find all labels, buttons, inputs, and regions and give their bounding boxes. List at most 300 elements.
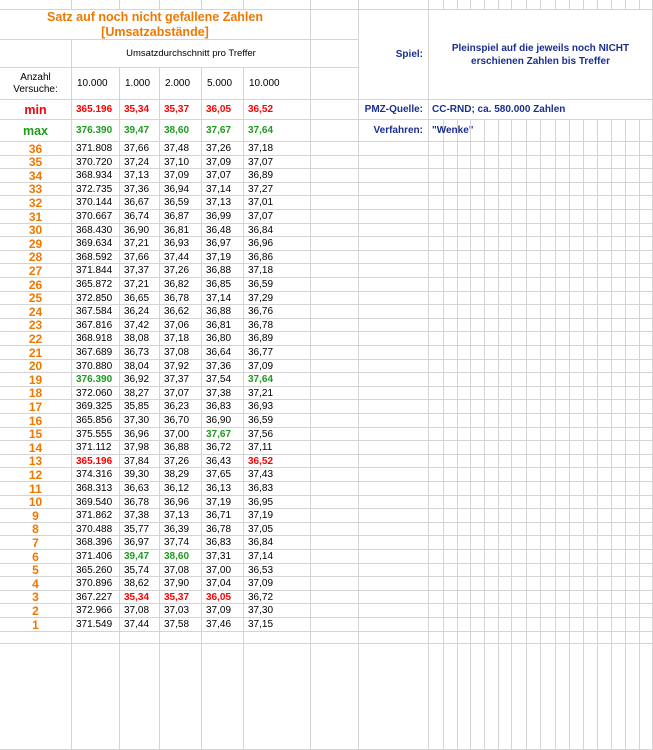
cell[interactable] [444, 142, 458, 156]
cell[interactable] [598, 183, 612, 196]
cell[interactable] [556, 169, 570, 183]
cell[interactable] [527, 224, 541, 237]
cell[interactable] [584, 414, 598, 428]
cell[interactable] [541, 346, 556, 360]
cell[interactable] [311, 10, 359, 40]
cell[interactable] [612, 305, 626, 319]
cell[interactable] [359, 387, 429, 400]
cell[interactable] [444, 305, 458, 319]
cell[interactable] [640, 644, 653, 750]
cell[interactable] [570, 400, 584, 414]
cell[interactable] [499, 644, 512, 750]
cell[interactable] [584, 387, 598, 400]
cell[interactable] [444, 414, 458, 428]
cell[interactable] [359, 278, 429, 292]
table-cell[interactable]: 36,64 [202, 346, 244, 360]
cell[interactable] [570, 428, 584, 441]
cell[interactable] [612, 428, 626, 441]
cell[interactable] [512, 496, 527, 509]
cell[interactable] [584, 644, 598, 750]
cell[interactable] [612, 400, 626, 414]
row-number[interactable]: 8 [0, 523, 72, 536]
cell[interactable] [512, 482, 527, 496]
cell[interactable] [444, 400, 458, 414]
cell[interactable] [458, 156, 471, 169]
cell[interactable] [512, 455, 527, 468]
cell[interactable] [570, 237, 584, 251]
cell[interactable] [584, 210, 598, 224]
table-cell[interactable]: 37,36 [120, 183, 160, 196]
cell[interactable] [471, 251, 485, 264]
cell[interactable] [626, 591, 640, 604]
cell[interactable] [512, 278, 527, 292]
cell[interactable] [584, 536, 598, 550]
cell[interactable] [359, 373, 429, 387]
cell[interactable] [485, 604, 499, 618]
cell[interactable] [444, 373, 458, 387]
table-cell[interactable]: 36,92 [120, 373, 160, 387]
cell[interactable] [570, 210, 584, 224]
cell[interactable] [626, 319, 640, 332]
cell[interactable] [556, 496, 570, 509]
cell[interactable] [429, 604, 444, 618]
cell[interactable] [584, 455, 598, 468]
table-cell[interactable]: 36,90 [202, 414, 244, 428]
cell[interactable] [640, 468, 653, 482]
table-cell[interactable]: 375.555 [72, 428, 120, 441]
cell[interactable] [485, 169, 499, 183]
cell[interactable] [541, 305, 556, 319]
table-cell[interactable]: 36,95 [244, 496, 311, 509]
cell[interactable] [584, 577, 598, 591]
cell[interactable] [458, 455, 471, 468]
cell[interactable] [626, 387, 640, 400]
cell[interactable] [640, 142, 653, 156]
row-number[interactable]: 10 [0, 496, 72, 509]
cell[interactable] [444, 482, 458, 496]
table-cell[interactable]: 37,26 [160, 264, 202, 278]
table-cell[interactable]: 36,81 [202, 319, 244, 332]
cell[interactable] [598, 278, 612, 292]
cell[interactable] [429, 550, 444, 564]
table-cell[interactable]: 37,03 [160, 604, 202, 618]
cell[interactable] [458, 237, 471, 251]
cell[interactable] [485, 237, 499, 251]
table-cell[interactable]: 37,64 [244, 373, 311, 387]
cell[interactable] [598, 360, 612, 373]
table-cell[interactable]: 365.872 [72, 278, 120, 292]
cell[interactable] [458, 564, 471, 577]
cell[interactable] [556, 346, 570, 360]
table-cell[interactable]: 37,38 [202, 387, 244, 400]
row-number[interactable]: 31 [0, 210, 72, 224]
cell[interactable] [570, 496, 584, 509]
cell[interactable] [570, 332, 584, 346]
cell[interactable] [458, 400, 471, 414]
cell[interactable] [584, 169, 598, 183]
cell[interactable] [598, 536, 612, 550]
cell[interactable] [541, 120, 556, 142]
cell[interactable] [612, 264, 626, 278]
table-cell[interactable]: 38,60 [160, 550, 202, 564]
cell[interactable] [202, 632, 244, 644]
table-cell[interactable]: 37,14 [202, 183, 244, 196]
table-cell[interactable]: 367.816 [72, 319, 120, 332]
cell[interactable] [584, 482, 598, 496]
cell[interactable] [626, 120, 640, 142]
cell[interactable] [612, 468, 626, 482]
cell[interactable] [458, 496, 471, 509]
cell[interactable] [458, 332, 471, 346]
table-cell[interactable]: 36,88 [202, 305, 244, 319]
cell[interactable] [471, 441, 485, 455]
cell[interactable] [512, 156, 527, 169]
cell[interactable] [359, 591, 429, 604]
cell[interactable] [512, 264, 527, 278]
cell[interactable] [626, 644, 640, 750]
cell[interactable] [471, 468, 485, 482]
max-value[interactable]: 38,60 [160, 120, 202, 142]
cell[interactable] [556, 414, 570, 428]
cell[interactable] [612, 509, 626, 523]
cell[interactable] [311, 618, 359, 632]
cell[interactable] [570, 224, 584, 237]
row-number[interactable]: 30 [0, 224, 72, 237]
cell[interactable] [640, 441, 653, 455]
subheader-label[interactable]: Umsatzdurchschnitt pro Treffer [72, 40, 311, 68]
cell[interactable] [556, 564, 570, 577]
cell[interactable] [359, 210, 429, 224]
table-cell[interactable]: 367.227 [72, 591, 120, 604]
cell[interactable] [598, 319, 612, 332]
table-cell[interactable]: 367.689 [72, 346, 120, 360]
cell[interactable] [485, 278, 499, 292]
cell[interactable] [311, 564, 359, 577]
table-cell[interactable]: 37,30 [120, 414, 160, 428]
cell[interactable] [584, 400, 598, 414]
table-cell[interactable]: 37,44 [160, 251, 202, 264]
cell[interactable] [541, 564, 556, 577]
cell[interactable] [527, 591, 541, 604]
cell[interactable] [444, 319, 458, 332]
cell[interactable] [359, 644, 429, 750]
column-header-cell[interactable] [359, 0, 429, 10]
cell[interactable] [429, 373, 444, 387]
table-cell[interactable]: 37,21 [244, 387, 311, 400]
cell[interactable] [444, 196, 458, 210]
cell[interactable] [640, 278, 653, 292]
cell[interactable] [311, 251, 359, 264]
cell[interactable] [640, 618, 653, 632]
table-cell[interactable]: 36,83 [202, 536, 244, 550]
table-cell[interactable]: 36,67 [120, 196, 160, 210]
cell[interactable] [556, 120, 570, 142]
cell[interactable] [429, 632, 444, 644]
min-value[interactable]: 36,52 [244, 100, 311, 120]
column-header-cell[interactable] [584, 0, 598, 10]
cell[interactable] [499, 251, 512, 264]
table-cell[interactable]: 37,01 [244, 196, 311, 210]
cell[interactable] [556, 550, 570, 564]
cell[interactable] [471, 536, 485, 550]
cell[interactable] [429, 319, 444, 332]
table-cell[interactable]: 36,94 [160, 183, 202, 196]
column-header-cell[interactable] [556, 0, 570, 10]
cell[interactable] [444, 360, 458, 373]
cell[interactable] [429, 210, 444, 224]
table-cell[interactable]: 37,11 [244, 441, 311, 455]
cell[interactable] [527, 142, 541, 156]
cell[interactable] [527, 644, 541, 750]
cell[interactable] [527, 251, 541, 264]
max-value[interactable]: 376.390 [72, 120, 120, 142]
cell[interactable] [626, 196, 640, 210]
cell[interactable] [499, 292, 512, 305]
cell[interactable] [311, 577, 359, 591]
cell[interactable] [626, 564, 640, 577]
cell[interactable] [458, 183, 471, 196]
cell[interactable] [598, 156, 612, 169]
cell[interactable] [584, 264, 598, 278]
cell[interactable] [626, 482, 640, 496]
cell[interactable] [311, 169, 359, 183]
max-label[interactable]: max [0, 120, 72, 142]
cell[interactable] [429, 428, 444, 441]
table-cell[interactable]: 38,27 [120, 387, 160, 400]
cell[interactable] [471, 360, 485, 373]
cell[interactable] [359, 400, 429, 414]
cell[interactable] [311, 332, 359, 346]
cell[interactable] [541, 523, 556, 536]
cell[interactable] [556, 319, 570, 332]
cell[interactable] [640, 373, 653, 387]
table-cell[interactable]: 36,82 [160, 278, 202, 292]
table-cell[interactable]: 37,37 [160, 373, 202, 387]
max-value[interactable]: 39,47 [120, 120, 160, 142]
cell[interactable] [556, 156, 570, 169]
cell[interactable] [485, 455, 499, 468]
cell[interactable] [311, 509, 359, 523]
cell[interactable] [485, 468, 499, 482]
table-cell[interactable]: 37,09 [202, 156, 244, 169]
cell[interactable] [429, 264, 444, 278]
cell[interactable] [485, 142, 499, 156]
cell[interactable] [359, 441, 429, 455]
cell[interactable] [598, 373, 612, 387]
cell[interactable] [359, 360, 429, 373]
cell[interactable] [485, 224, 499, 237]
cell[interactable] [541, 618, 556, 632]
cell[interactable] [598, 305, 612, 319]
cell[interactable] [429, 468, 444, 482]
cell[interactable] [499, 156, 512, 169]
cell[interactable] [444, 210, 458, 224]
cell[interactable] [598, 292, 612, 305]
table-cell[interactable]: 37,48 [160, 142, 202, 156]
cell[interactable] [570, 183, 584, 196]
cell[interactable] [527, 319, 541, 332]
column-header-cell[interactable] [120, 0, 160, 10]
table-cell[interactable]: 36,65 [120, 292, 160, 305]
cell[interactable] [429, 509, 444, 523]
cell[interactable] [359, 618, 429, 632]
cell[interactable] [499, 346, 512, 360]
cell[interactable] [556, 373, 570, 387]
column-header-cell[interactable] [541, 0, 556, 10]
cell[interactable] [541, 387, 556, 400]
min-label[interactable]: min [0, 100, 72, 120]
cell[interactable] [512, 523, 527, 536]
cell[interactable] [359, 482, 429, 496]
cell[interactable] [471, 319, 485, 332]
cell[interactable] [485, 482, 499, 496]
cell[interactable] [444, 169, 458, 183]
min-value[interactable]: 365.196 [72, 100, 120, 120]
cell[interactable] [485, 251, 499, 264]
cell[interactable] [640, 264, 653, 278]
table-cell[interactable]: 36,52 [244, 455, 311, 468]
cell[interactable] [640, 332, 653, 346]
cell[interactable] [499, 468, 512, 482]
cell[interactable] [359, 550, 429, 564]
cell[interactable] [485, 120, 499, 142]
cell[interactable] [359, 142, 429, 156]
table-cell[interactable]: 36,39 [160, 523, 202, 536]
cell[interactable] [471, 604, 485, 618]
cell[interactable] [444, 346, 458, 360]
cell[interactable] [458, 120, 471, 142]
cell[interactable] [485, 523, 499, 536]
cell[interactable] [458, 509, 471, 523]
cell[interactable] [311, 455, 359, 468]
table-cell[interactable]: 365.260 [72, 564, 120, 577]
table-cell[interactable]: 37,58 [160, 618, 202, 632]
cell[interactable] [570, 523, 584, 536]
table-cell[interactable]: 36,71 [202, 509, 244, 523]
cell[interactable] [444, 278, 458, 292]
cell[interactable] [311, 373, 359, 387]
cell[interactable] [471, 346, 485, 360]
table-cell[interactable]: 37,26 [160, 455, 202, 468]
cell[interactable] [311, 100, 359, 120]
cell[interactable] [541, 319, 556, 332]
cell[interactable] [444, 618, 458, 632]
cell[interactable] [512, 224, 527, 237]
cell[interactable] [471, 496, 485, 509]
cell[interactable] [527, 183, 541, 196]
cell[interactable] [598, 264, 612, 278]
cell[interactable] [640, 183, 653, 196]
table-cell[interactable]: 371.862 [72, 509, 120, 523]
table-cell[interactable]: 36,73 [120, 346, 160, 360]
table-cell[interactable]: 36,59 [160, 196, 202, 210]
cell[interactable] [527, 536, 541, 550]
cell[interactable] [570, 142, 584, 156]
cell[interactable] [458, 577, 471, 591]
cell[interactable] [527, 509, 541, 523]
cell[interactable] [556, 482, 570, 496]
cell[interactable] [512, 618, 527, 632]
cell[interactable] [541, 455, 556, 468]
cell[interactable] [570, 632, 584, 644]
column-header-cell[interactable] [527, 0, 541, 10]
cell[interactable] [626, 428, 640, 441]
column-header-0[interactable]: 10.000 [72, 68, 120, 100]
row-number[interactable]: 12 [0, 468, 72, 482]
table-cell[interactable]: 37,09 [202, 604, 244, 618]
cell[interactable] [527, 577, 541, 591]
cell[interactable] [359, 156, 429, 169]
cell[interactable] [458, 142, 471, 156]
cell[interactable] [640, 360, 653, 373]
cell[interactable] [584, 618, 598, 632]
cell[interactable] [626, 183, 640, 196]
cell[interactable] [640, 387, 653, 400]
cell[interactable] [359, 332, 429, 346]
cell[interactable] [556, 224, 570, 237]
table-cell[interactable]: 37,10 [160, 156, 202, 169]
cell[interactable] [598, 468, 612, 482]
cell[interactable] [598, 400, 612, 414]
row-number[interactable]: 9 [0, 509, 72, 523]
cell[interactable] [471, 550, 485, 564]
cell[interactable] [512, 632, 527, 644]
cell[interactable] [640, 169, 653, 183]
cell[interactable] [359, 237, 429, 251]
cell[interactable] [458, 428, 471, 441]
cell[interactable] [485, 591, 499, 604]
table-cell[interactable]: 372.735 [72, 183, 120, 196]
table-cell[interactable]: 371.406 [72, 550, 120, 564]
cell[interactable] [471, 400, 485, 414]
cell[interactable] [527, 455, 541, 468]
table-cell[interactable]: 38,04 [120, 360, 160, 373]
cell[interactable] [570, 156, 584, 169]
table-cell[interactable]: 372.966 [72, 604, 120, 618]
cell[interactable] [598, 142, 612, 156]
cell[interactable] [311, 292, 359, 305]
cell[interactable] [527, 618, 541, 632]
cell[interactable] [527, 169, 541, 183]
cell[interactable] [556, 264, 570, 278]
table-cell[interactable]: 37,19 [202, 251, 244, 264]
cell[interactable] [527, 156, 541, 169]
cell[interactable] [527, 468, 541, 482]
cell[interactable] [626, 536, 640, 550]
cell[interactable] [444, 156, 458, 169]
cell[interactable] [444, 264, 458, 278]
table-cell[interactable]: 37,18 [160, 332, 202, 346]
cell[interactable] [640, 632, 653, 644]
cell[interactable] [598, 550, 612, 564]
table-cell[interactable]: 372.060 [72, 387, 120, 400]
row-number[interactable]: 36 [0, 142, 72, 156]
cell[interactable] [612, 644, 626, 750]
cell[interactable] [202, 644, 244, 750]
table-cell[interactable]: 376.390 [72, 373, 120, 387]
cell[interactable] [640, 319, 653, 332]
cell[interactable] [527, 332, 541, 346]
cell[interactable] [527, 604, 541, 618]
cell[interactable] [311, 523, 359, 536]
row-number[interactable]: 17 [0, 400, 72, 414]
cell[interactable] [541, 468, 556, 482]
cell[interactable] [458, 536, 471, 550]
cell[interactable] [429, 196, 444, 210]
cell[interactable] [584, 468, 598, 482]
cell[interactable] [640, 591, 653, 604]
table-cell[interactable]: 36,77 [244, 346, 311, 360]
